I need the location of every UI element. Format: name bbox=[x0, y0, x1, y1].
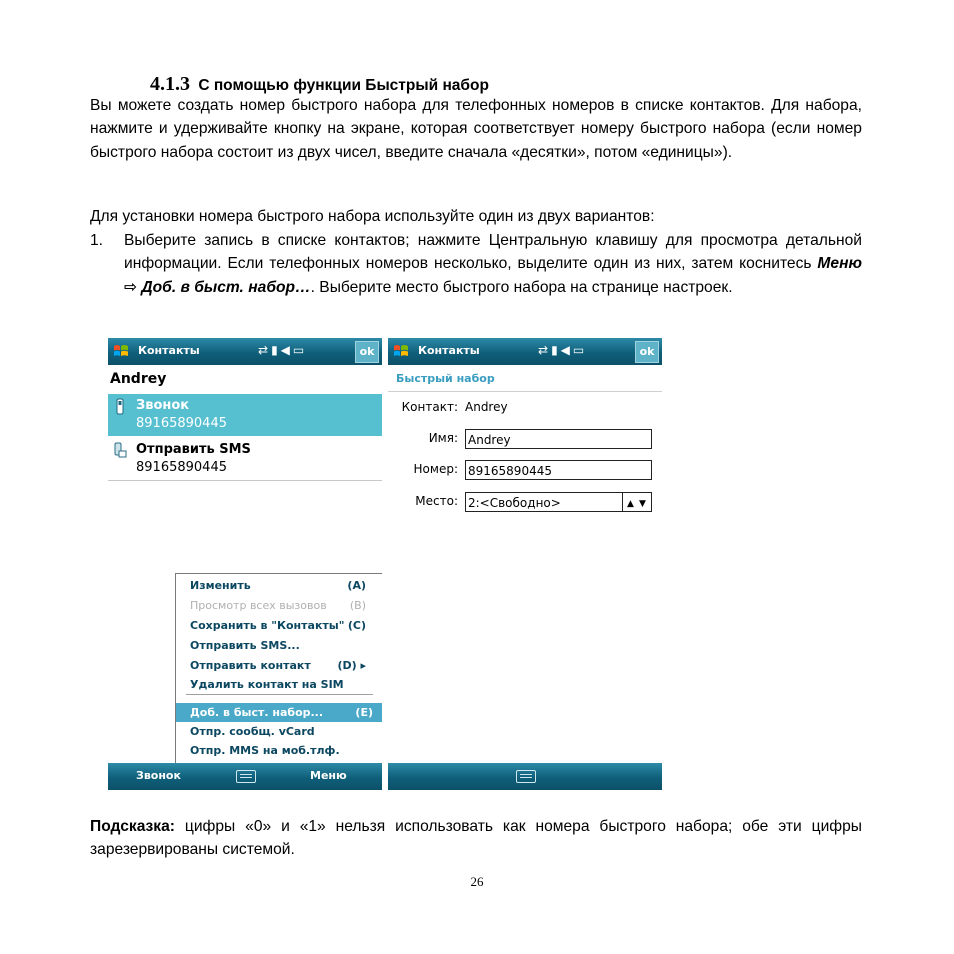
menu-item-add-speed-dial[interactable] bbox=[176, 703, 382, 722]
tip-paragraph bbox=[90, 815, 862, 862]
section-heading bbox=[150, 73, 489, 96]
intro-paragraph: Вы можете создать номер быстрого набора для телефонных номеров в списке контактов. Для набора, нажмите и удерживайте кнопку на экране, которая соответствует номеру быстрого набора (если номер быстрого набора состоит из двух чисел, введите сначала «десятки», потом «единицы»). bbox=[90, 97, 862, 161]
menu-item-label: Отправить контакт bbox=[190, 659, 311, 672]
menu-item-label: Отпр. сообщ. vCard bbox=[190, 725, 315, 738]
mobile-phone-icon bbox=[113, 398, 127, 416]
signal-icon[interactable]: ▮ bbox=[271, 343, 281, 357]
place-spinner[interactable] bbox=[465, 492, 652, 512]
menu-item-label: Отпр. MMS на моб.тлф. bbox=[190, 744, 340, 757]
menu-item-label: Сохранить в "Контакты" bbox=[190, 619, 345, 632]
speed-dial-heading: Быстрый набор bbox=[396, 372, 495, 385]
spin-down-icon[interactable]: ▼ bbox=[639, 499, 646, 509]
list-marker: 1. bbox=[90, 232, 104, 249]
name-input[interactable]: Andrey bbox=[465, 429, 652, 449]
menu-item-save-contacts[interactable] bbox=[190, 616, 376, 635]
app-title: Контакты bbox=[418, 344, 480, 357]
options-paragraph: Для установки номера быстрого набора используйте один из двух вариантов: bbox=[90, 208, 655, 225]
softkey-bar bbox=[108, 763, 382, 790]
menu-item-label: Отправить SMS... bbox=[190, 639, 300, 652]
softkey-bar bbox=[388, 763, 662, 790]
menu-item-view-calls bbox=[190, 596, 376, 615]
menu-item-key: (D) ▸ bbox=[337, 659, 366, 672]
name-field-label: Имя: bbox=[428, 431, 458, 445]
menu-softkey[interactable]: Меню bbox=[310, 769, 347, 782]
ok-button[interactable]: ok bbox=[635, 341, 659, 363]
list-item bbox=[90, 229, 862, 299]
page-number: 26 bbox=[470, 874, 484, 889]
menu-item-edit[interactable] bbox=[190, 576, 376, 595]
connectivity-icon[interactable]: ⇄ bbox=[538, 343, 552, 357]
sms-number: 89165890445 bbox=[136, 460, 227, 475]
contact-name: Andrey bbox=[110, 371, 167, 387]
menu-separator bbox=[186, 694, 373, 695]
place-value: 2:<Свободно> bbox=[468, 496, 561, 510]
menu-item-delete-sim[interactable] bbox=[190, 675, 376, 694]
list-text-before: Выберите запись в списке контактов; нажмите Центральную клавишу для просмотра детальной информации. Если телефонных номеров несколько, выделите один из них, затем коснитесь bbox=[124, 232, 862, 273]
battery-icon[interactable]: ▭ bbox=[292, 343, 308, 357]
place-field-label: Место: bbox=[415, 494, 458, 508]
signal-icon[interactable]: ▮ bbox=[551, 343, 561, 357]
app-title: Контакты bbox=[138, 344, 200, 357]
number-field-label: Номер: bbox=[413, 462, 458, 476]
menu-item-key: (A) bbox=[347, 579, 366, 592]
sms-label: Отправить SMS bbox=[136, 442, 251, 457]
connectivity-icon[interactable]: ⇄ bbox=[258, 343, 272, 357]
keyboard-icon[interactable] bbox=[516, 770, 536, 783]
menu-item-label: Изменить bbox=[190, 579, 251, 592]
section-title: С помощью функции Быстрый набор bbox=[198, 77, 489, 94]
call-number: 89165890445 bbox=[136, 416, 227, 431]
menu-item-send-mms[interactable] bbox=[190, 741, 376, 760]
spin-up-icon[interactable]: ▲ bbox=[627, 499, 634, 509]
contact-field-label: Контакт: bbox=[401, 400, 458, 414]
menu-item-label: Доб. в быст. набор... bbox=[190, 706, 324, 719]
menu-path: Меню ⇨ Доб. в быст. набор… bbox=[124, 255, 862, 296]
contact-field-value: Andrey bbox=[465, 400, 508, 414]
call-softkey[interactable]: Звонок bbox=[136, 769, 181, 782]
menu-item-label: Просмотр всех вызовов bbox=[190, 599, 327, 612]
call-row[interactable] bbox=[108, 394, 382, 436]
menu-item-key: (B) bbox=[349, 599, 366, 612]
title-bar bbox=[108, 338, 382, 365]
windows-start-icon[interactable] bbox=[112, 342, 130, 360]
ok-button[interactable]: ok bbox=[355, 341, 379, 363]
tip-label: Подсказка: bbox=[90, 818, 175, 835]
number-input[interactable]: 89165890445 bbox=[465, 460, 652, 480]
heading-divider bbox=[388, 391, 662, 392]
volume-icon[interactable]: ◀ bbox=[280, 343, 293, 357]
section-number: 4.1.3 bbox=[150, 73, 190, 95]
status-icons bbox=[258, 343, 307, 357]
spin-buttons[interactable] bbox=[622, 493, 651, 511]
menu-item-label: Удалить контакт на SIM bbox=[190, 678, 344, 691]
status-icons bbox=[538, 343, 587, 357]
menu-item-key: (E) bbox=[355, 706, 373, 719]
menu-item-send-vcard[interactable] bbox=[190, 722, 376, 741]
sms-row[interactable] bbox=[108, 438, 382, 481]
list-item-body bbox=[124, 229, 862, 299]
context-menu bbox=[175, 573, 382, 765]
menu-item-key: (C) bbox=[347, 619, 366, 632]
keyboard-icon[interactable] bbox=[236, 770, 256, 783]
menu-item-send-sms[interactable] bbox=[190, 636, 376, 655]
phone-screen-speed-dial bbox=[388, 338, 662, 790]
call-label: Звонок bbox=[136, 398, 190, 413]
volume-icon[interactable]: ◀ bbox=[560, 343, 573, 357]
sms-icon bbox=[113, 442, 127, 460]
list-text-after: . Выберите место быстрого набора на странице настроек. bbox=[310, 278, 733, 296]
tip-text: цифры «0» и «1» нельзя использовать как номера быстрого набора; обе эти цифры зарезервированы системой. bbox=[90, 818, 862, 859]
battery-icon[interactable]: ▭ bbox=[572, 343, 588, 357]
title-bar bbox=[388, 338, 662, 365]
windows-start-icon[interactable] bbox=[392, 342, 410, 360]
menu-item-send-contact[interactable] bbox=[190, 656, 376, 675]
phone-screen-contact bbox=[108, 338, 382, 790]
